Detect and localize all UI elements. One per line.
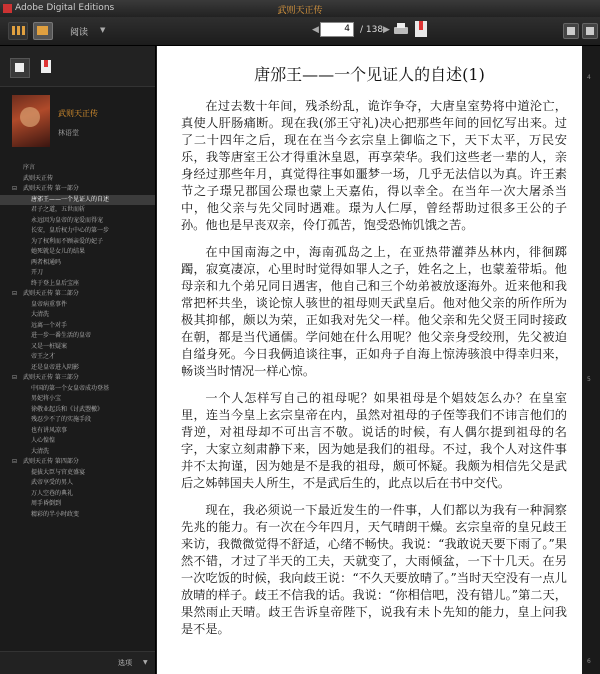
toc-item[interactable] bbox=[0, 384, 155, 395]
toc-item[interactable] bbox=[0, 195, 155, 206]
paragraph: 一个人怎样写自己的祖母呢？如果祖母是个娼妓怎么办？在皇室里，连当今皇上玄宗皇帝在内，虽然对祖母的子侄等我们不讳言他们的背逆，对祖母却不可出言不敬。说话的时候，有人偶尔提到祖母的名字，大家立刻肃静下来，因为她是我们的祖母。不过，我个人对这件事并不太拘谨，因为她是不是我的祖母，颇可怀疑。我颇为相信先父是武后之姊韩国夫人所生，不是武后生的，此点以后在书中交代。 bbox=[181, 391, 567, 490]
toc-item[interactable] bbox=[0, 447, 155, 458]
toc-item-label: 徐敬业起兵和《讨武曌檄》 bbox=[31, 405, 104, 413]
toc-item-label: 开刀 bbox=[31, 269, 44, 276]
toc-item-label: 大清洗 bbox=[31, 311, 50, 318]
fit-width-icon[interactable] bbox=[582, 23, 598, 39]
toc-item-label: 唐邠王——一个见证人的自述 bbox=[31, 195, 110, 203]
toc-item[interactable] bbox=[0, 468, 155, 479]
next-page-icon[interactable]: ▶ bbox=[383, 25, 390, 35]
title-bar bbox=[0, 0, 600, 17]
toc-item[interactable] bbox=[0, 373, 155, 384]
toc-item-label: 君子之道，五世而斩 bbox=[31, 206, 86, 213]
toc-item[interactable] bbox=[0, 216, 155, 227]
collapse-icon[interactable]: ⊟ bbox=[12, 290, 18, 297]
sidebar-tabs bbox=[0, 46, 155, 87]
toc-item-label: 提拔大臣与官吏盛宴 bbox=[31, 468, 86, 476]
toc-item[interactable] bbox=[0, 426, 155, 437]
toc-item[interactable] bbox=[0, 342, 155, 353]
sidebar-footer bbox=[0, 651, 155, 674]
toc-item[interactable] bbox=[0, 405, 155, 416]
toc-item[interactable] bbox=[0, 352, 155, 363]
page-number-input[interactable]: 4 bbox=[320, 22, 354, 37]
toc-item[interactable] bbox=[0, 300, 155, 311]
toc-item[interactable] bbox=[0, 163, 155, 174]
paragraph: 在中国南海之中，海南孤岛之上，在亚热带灌莽丛林内，徘徊踯躅，寂寞凄凉，心里时时觉得如罪人之子，姓名之上，也蒙羞带垢。他母亲和九个弟兄同日遇害，他自己和三个幼弟被放逐海外。近来他和我常把杯共坐，谈论惊人骇世的祖母则天武皇后。他对他父亲的所作所为极其抑郁，颇以为荣，正如我对先父一样。他父亲和先父贤王同时接政在朝，都是当代通儒。学问她在什么用呢？他父亲身受绞刑，先父被迫自缢身死。今日我俩追谈往事，正如舟子自海上惊涛骇浪中得幸归来，畅谈当时情况一样心惊。 bbox=[181, 245, 567, 378]
toc-item-label: 人心惶惶 bbox=[31, 437, 56, 444]
toc-item-label: 万人空巷的典礼 bbox=[31, 489, 74, 497]
window-book-title: 武则天正传 bbox=[277, 6, 323, 16]
toc-item-label: 男妃将小宝 bbox=[31, 395, 62, 402]
sidebar bbox=[0, 46, 156, 674]
toc-item-label: 她死就是女儿的结果 bbox=[31, 248, 86, 255]
toc-item-label: 进一步一番生活的皇帝 bbox=[31, 332, 92, 339]
toc-item-label: 还是皇帝进入阴影 bbox=[31, 363, 80, 371]
paragraph: 现在，我必须说一下最近发生的一件事，人们都以为我有一种洞察先兆的能力。有一次在今年四月，天气晴朗干燥。玄宗皇帝的皇兄歧王来访，我微微觉得不舒适，心绪不畅快。我说：“我敢说天要下雨了。”果然不错，才过了半天的工夫，天就变了，大雨倾盆，一下十几天。在另一次吃饭的时候，我向歧王说：“不久天要放晴了。”当时天空没有一点儿放晴的样子。歧王不信我的话。我说：“你相信吧，没有错儿。”第二天，果然雨止天晴。歧王告诉皇帝陛下，说我有未卜先知的能力，皇上问我是不是。 bbox=[181, 503, 567, 636]
toc-item-label: 武则天正传 第三部分 bbox=[23, 374, 79, 381]
toc-item[interactable] bbox=[0, 331, 155, 342]
toc-list bbox=[0, 163, 155, 520]
toc-item-label: 皇帝病重事件 bbox=[31, 300, 68, 308]
page-scrollbar[interactable] bbox=[582, 46, 600, 674]
collapse-icon[interactable]: ⊟ bbox=[12, 185, 18, 192]
toc-item-label: 又是一桩疑案 bbox=[31, 342, 68, 350]
page-total: / 138 bbox=[360, 25, 384, 35]
book-cover bbox=[12, 95, 50, 147]
bookmarks-tab-icon[interactable] bbox=[37, 58, 55, 76]
page-marker: 6 bbox=[587, 658, 591, 665]
toc-item[interactable] bbox=[0, 457, 155, 468]
chevron-down-icon[interactable]: ▼ bbox=[100, 26, 106, 34]
toc-item[interactable] bbox=[0, 478, 155, 489]
toc-item[interactable] bbox=[0, 499, 155, 510]
toc-item[interactable] bbox=[0, 279, 155, 290]
toc-item[interactable] bbox=[0, 436, 155, 447]
sidebar-author: 林语堂 bbox=[58, 129, 79, 137]
toc-item[interactable] bbox=[0, 205, 155, 216]
chapter-title: 唐邠王——一个见证人的自述(1) bbox=[254, 65, 485, 84]
reading-view-icon[interactable] bbox=[33, 22, 53, 40]
toc-item-label: 武则天正传 bbox=[23, 174, 54, 182]
toc-item[interactable] bbox=[0, 510, 155, 521]
toc-item-label: 序言 bbox=[23, 164, 36, 171]
bookmark-icon[interactable] bbox=[415, 21, 427, 37]
toc-item-label: 武则天正传 第一部分 bbox=[23, 185, 79, 192]
toc-item-label: 远离一个对手 bbox=[31, 321, 68, 329]
toc-item[interactable] bbox=[0, 489, 155, 500]
toc-item-label: 武帝享受的男人 bbox=[31, 479, 74, 486]
toc-item-label: 残忍少不了的实施手段 bbox=[31, 416, 92, 423]
toc-item-label: 精彩的半小时政变 bbox=[31, 510, 80, 518]
paragraph: 在过去数十年间，残杀纷乱，诡诈争夺，大唐皇室势将中道沦亡，真使人肝肠痛断。现在我(邠王守礼)决心把那些年间的回忆写出来。过了二十四年之后，现在在当今玄宗皇上御临之下，天下太平，万民安乐，我等唐室王公才得重沐皇恩，再享荣华。我们这些老一辈的人，亲身经过那些年月，真觉得往事如噩梦一场，几乎无法信以为真。许王素节之子璟兄郡国公璟也蒙上天嘉佑，得以幸全。在当年一次大屠杀当中，他父亲与先父同时遇难。璟为人仁厚，曾经帮助过很多王公的子孙。他也是早丧双亲，伶仃孤苦，饱受恐怖饥饿之苦。 bbox=[181, 99, 567, 232]
toc-item-label: 长安，皇后权力中心的第一步 bbox=[31, 227, 110, 234]
collapse-icon[interactable]: ⊟ bbox=[12, 458, 18, 465]
document-page bbox=[157, 46, 582, 674]
toc-item[interactable] bbox=[0, 363, 155, 374]
sidebar-book-title: 武则天正传 bbox=[58, 109, 98, 118]
previous-page-icon[interactable]: ◀ bbox=[312, 25, 319, 35]
toc-item[interactable] bbox=[0, 289, 155, 300]
page-marker: 4 bbox=[587, 74, 591, 81]
toc-item-label: 武则天正传 第二部分 bbox=[23, 290, 79, 297]
print-icon[interactable] bbox=[393, 22, 409, 37]
toc-item[interactable] bbox=[0, 184, 155, 195]
reading-menu[interactable]: 阅读 bbox=[70, 28, 89, 38]
toc-item-label: 帝王之才 bbox=[31, 353, 56, 360]
toc-item[interactable] bbox=[0, 247, 155, 258]
toc-item[interactable] bbox=[0, 268, 155, 279]
toc-item-label: 也有讲风凉事 bbox=[31, 426, 68, 434]
toolbar bbox=[0, 17, 600, 46]
toc-item[interactable] bbox=[0, 394, 155, 405]
toc-item[interactable] bbox=[0, 174, 155, 185]
toc-item-label: 武则天正传 第四部分 bbox=[23, 458, 79, 465]
toc-item-label: 中国的第一个女皇帝成功登基 bbox=[31, 384, 110, 392]
toc-item-label: 周手昏倒到 bbox=[31, 500, 62, 507]
toc-item[interactable] bbox=[0, 321, 155, 332]
toc-item-label: 永远因为皇帝的宠爱而得宠 bbox=[31, 216, 104, 224]
toc-item[interactable] bbox=[0, 226, 155, 237]
toc-item[interactable] bbox=[0, 237, 155, 248]
toc-item-label: 为了权利而不顾亲爱的妃子 bbox=[31, 237, 104, 245]
library-view-icon[interactable] bbox=[8, 22, 28, 40]
toc-tab-icon[interactable] bbox=[10, 58, 30, 78]
page-marker: 5 bbox=[587, 376, 591, 383]
toc-item-label: 终于登上皇后宝座 bbox=[31, 279, 80, 287]
options-menu[interactable]: 选项 bbox=[118, 659, 132, 667]
toc-item[interactable] bbox=[0, 258, 155, 269]
collapse-icon[interactable]: ⊟ bbox=[12, 374, 18, 381]
toc-item[interactable] bbox=[0, 415, 155, 426]
toc-item-label: 大清洗 bbox=[31, 447, 50, 455]
toc-item-label: 两者相通吗 bbox=[31, 258, 62, 266]
fit-page-icon[interactable] bbox=[563, 23, 579, 39]
chapter-body bbox=[181, 98, 567, 648]
toc-item[interactable] bbox=[0, 310, 155, 321]
app-title: Adobe Digital Editions bbox=[15, 3, 115, 13]
chevron-down-icon[interactable]: ▼ bbox=[143, 659, 148, 666]
